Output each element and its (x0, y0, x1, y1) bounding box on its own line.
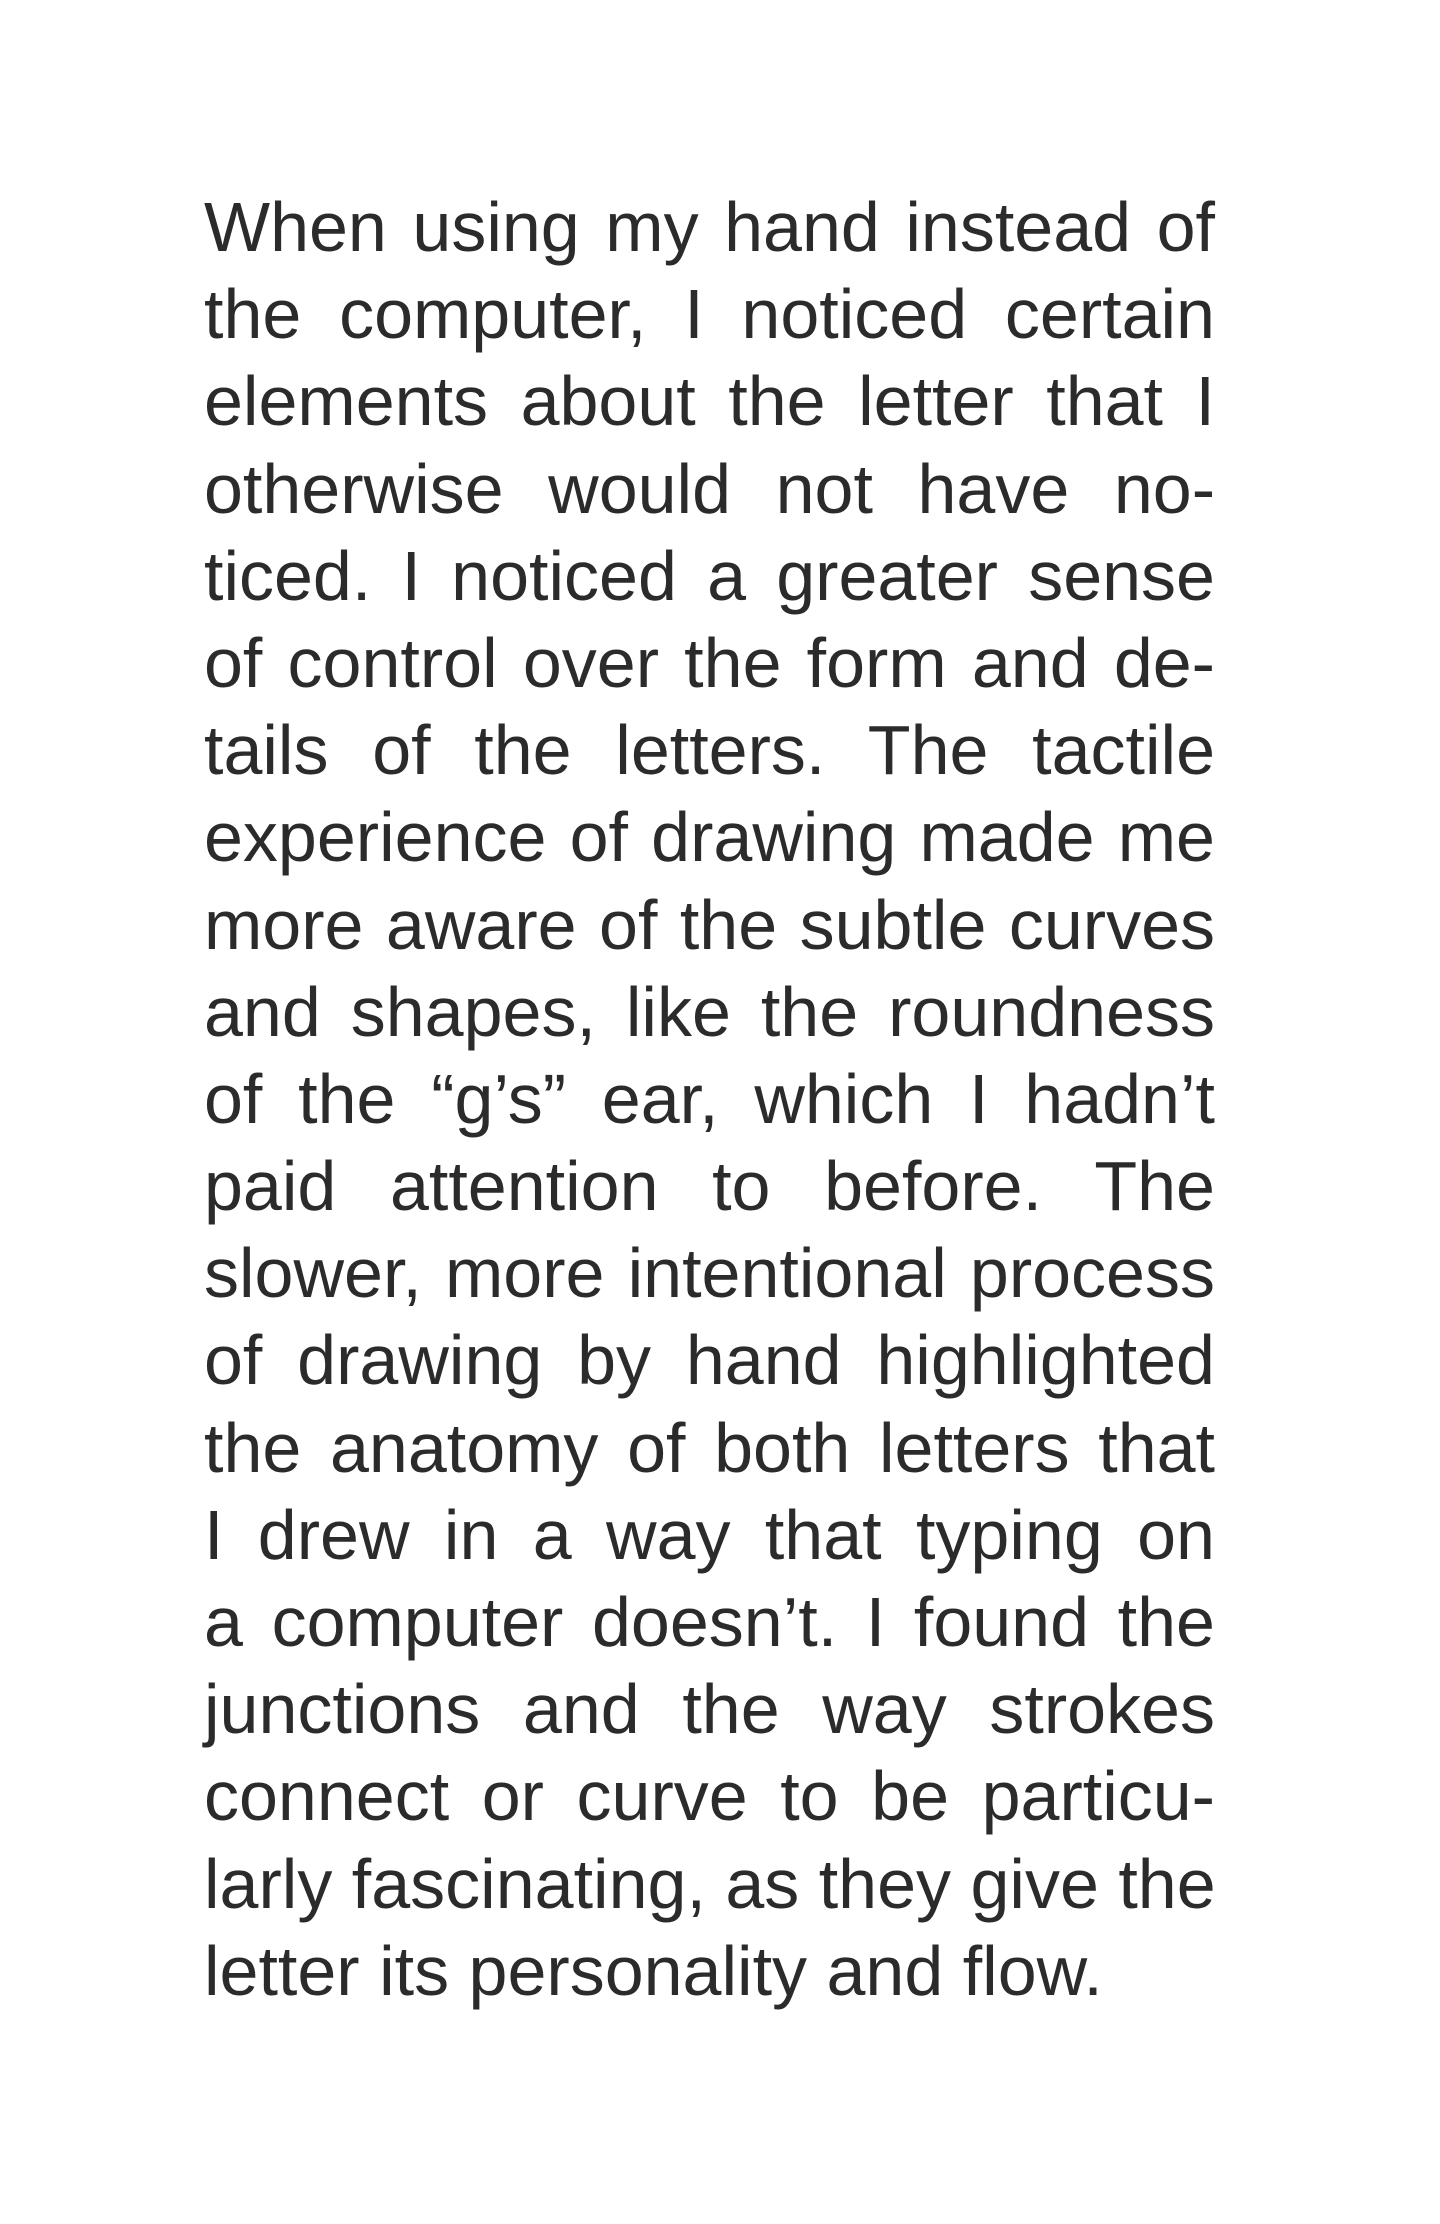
paragraph-line: tails of the letters. The tactile (204, 711, 1215, 790)
paragraph-line: ticed. I noticed a greater sense (204, 536, 1215, 615)
paragraph-line: connect or curve to be particu- (204, 1757, 1215, 1836)
paragraph-line: When using my hand instead of (204, 188, 1215, 266)
paragraph-line: letter its personality and flow. (204, 1931, 1103, 2010)
paragraph-line: of drawing by hand highlighted (204, 1321, 1215, 1400)
paragraph-line: of the “g’s” ear, which I hadn’t (204, 1059, 1215, 1138)
paragraph-line: junctions and the way strokes (204, 1670, 1215, 1749)
paragraph-line: I drew in a way that typing on (204, 1495, 1215, 1574)
body-paragraph (204, 184, 1215, 2015)
paragraph-line: experience of drawing made me (204, 798, 1215, 877)
paragraph-line: more aware of the subtle curves (204, 885, 1215, 964)
paragraph-line: and shapes, like the roundness (204, 972, 1215, 1051)
paragraph-line: of control over the form and de- (204, 623, 1215, 702)
paragraph-line: the anatomy of both letters that (204, 1408, 1215, 1487)
paragraph-line: elements about the letter that I (204, 362, 1215, 441)
paragraph-line: larly fascinating, as they give the (204, 1844, 1216, 1923)
paragraph-line: otherwise would not have no- (204, 449, 1215, 528)
paragraph-line: a computer doesn’t. I found the (204, 1583, 1215, 1661)
paragraph-line: slower, more intentional process (204, 1234, 1215, 1313)
paragraph-line: the computer, I noticed certain (204, 275, 1215, 354)
paragraph-line: paid attention to before. The (204, 1147, 1215, 1226)
